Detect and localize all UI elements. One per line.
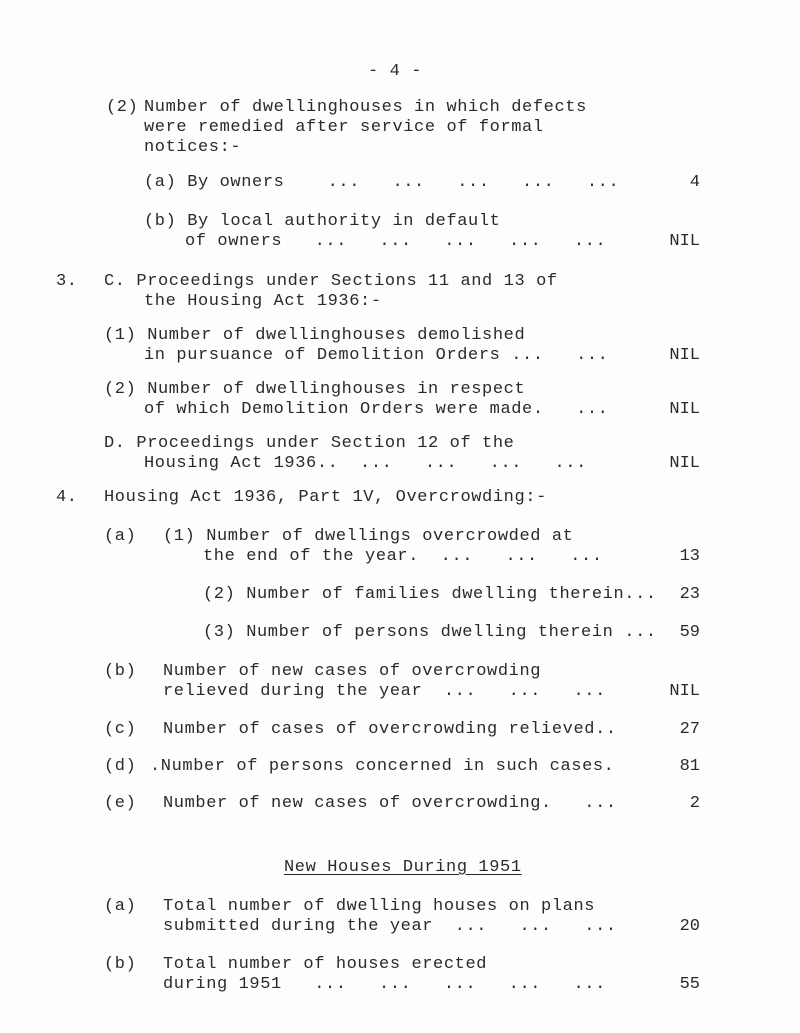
text-line: of which Demolition Orders were made. ... xyxy=(144,400,609,419)
value: NIL xyxy=(669,682,700,701)
value: 81 xyxy=(679,757,700,776)
item-label: (d) xyxy=(104,757,137,776)
text-line: .Number of persons concerned in such cases. xyxy=(150,757,615,776)
text-line: C. Proceedings under Sections 11 and 13 of xyxy=(104,272,558,291)
value: NIL xyxy=(669,400,700,419)
text-line: of owners ... ... ... ... ... xyxy=(185,232,607,251)
text-line: (3) Number of persons dwelling therein ... xyxy=(203,623,657,642)
item-label: (a) xyxy=(104,527,137,546)
value: 55 xyxy=(679,975,700,994)
text-line: notices:- xyxy=(144,138,242,157)
item-label: (b) xyxy=(104,955,137,974)
item-label: (c) xyxy=(104,720,137,739)
section-number: 4. xyxy=(56,488,78,507)
text-line: Number of cases of overcrowding relieved.. xyxy=(163,720,617,739)
text-line: Total number of dwelling houses on plans xyxy=(163,897,596,916)
text-line: Number of dwellinghouses in which defects xyxy=(144,98,587,117)
text-line: Total number of houses erected xyxy=(163,955,488,974)
text-line: (2) Number of families dwelling therein... xyxy=(203,585,657,604)
page-number: - 4 - xyxy=(368,62,423,81)
text-line: were remedied after service of formal xyxy=(144,118,544,137)
text-line: Housing Act 1936.. ... ... ... ... xyxy=(144,454,587,473)
item-label: (e) xyxy=(104,794,137,813)
text-line: relieved during the year ... ... ... xyxy=(163,682,606,701)
section-number: 3. xyxy=(56,272,78,291)
text-line: (2) Number of dwellinghouses in respect xyxy=(104,380,526,399)
value: NIL xyxy=(669,232,700,251)
value: NIL xyxy=(669,454,700,473)
value: 27 xyxy=(679,720,700,739)
value: 23 xyxy=(679,585,700,604)
item-label: (b) xyxy=(104,662,137,681)
text-line: Number of new cases of overcrowding xyxy=(163,662,542,681)
section-heading: Housing Act 1936, Part 1V, Overcrowding:- xyxy=(104,488,547,507)
text-line: Number of new cases of overcrowding. ... xyxy=(163,794,617,813)
text-line: D. Proceedings under Section 12 of the xyxy=(104,434,515,453)
value: 20 xyxy=(679,917,700,936)
text-line: (1) Number of dwellinghouses demolished xyxy=(104,326,526,345)
value: 59 xyxy=(679,623,700,642)
value: 2 xyxy=(689,794,700,813)
text-line: in pursuance of Demolition Orders ... ... xyxy=(144,346,609,365)
text-line: the end of the year. ... ... ... xyxy=(203,547,603,566)
text-line: the Housing Act 1936:- xyxy=(144,292,382,311)
section-heading: New Houses During 1951 xyxy=(284,858,522,877)
item-label: (2) xyxy=(106,98,139,117)
value: 4 xyxy=(689,173,700,192)
value: 13 xyxy=(679,547,700,566)
value: NIL xyxy=(669,346,700,365)
text-line: submitted during the year ... ... ... xyxy=(163,917,617,936)
text-line: (1) Number of dwellings overcrowded at xyxy=(163,527,574,546)
item-label: (a) xyxy=(104,897,137,916)
text-line: (b) By local authority in default xyxy=(144,212,501,231)
text-line: (a) By owners ... ... ... ... ... xyxy=(144,173,620,192)
text-line: during 1951 ... ... ... ... ... xyxy=(163,975,606,994)
